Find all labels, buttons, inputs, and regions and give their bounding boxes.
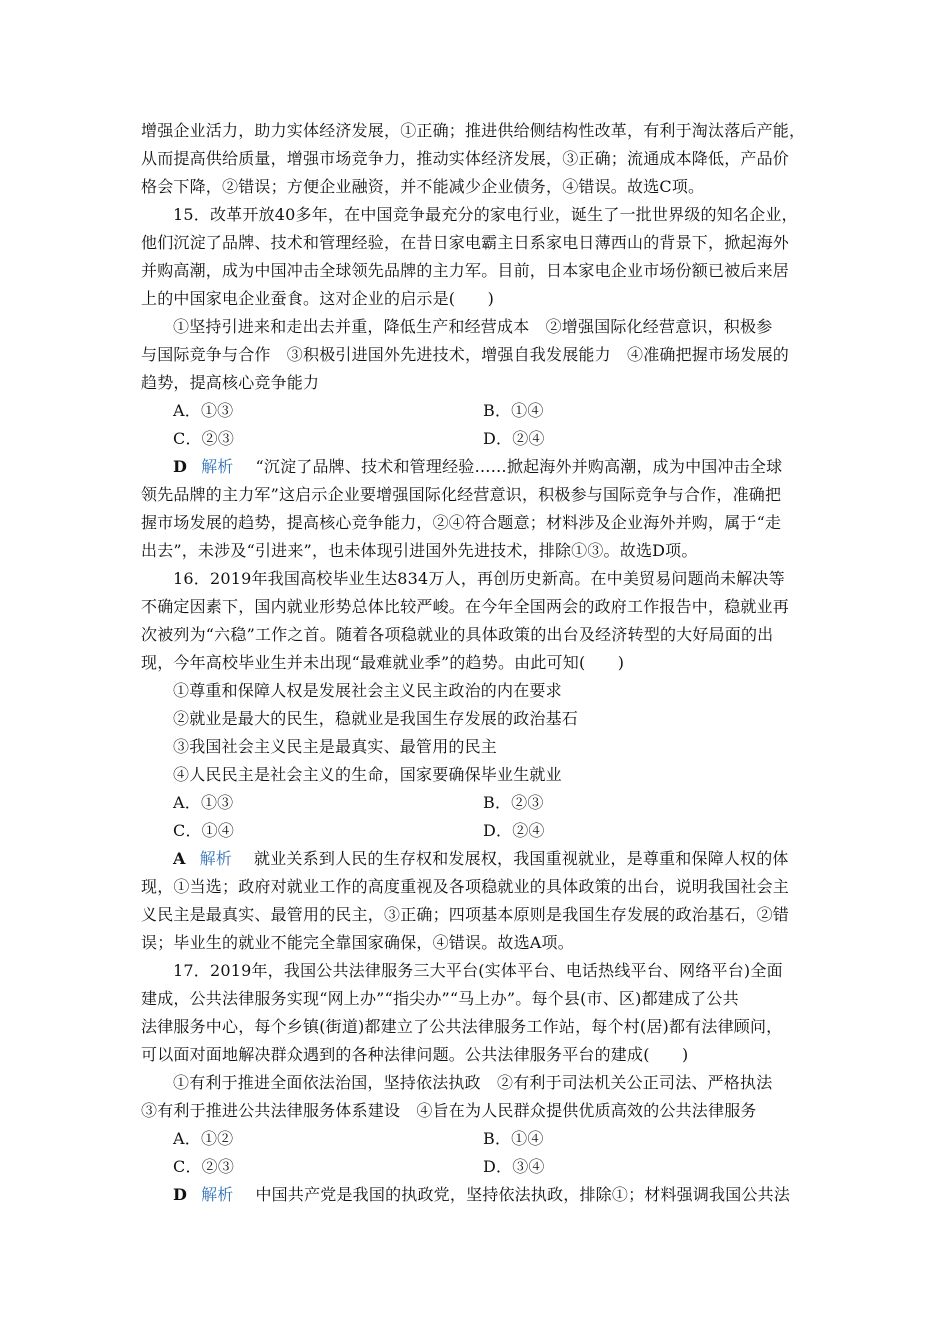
option-b: B．①④ [483, 1129, 544, 1148]
option-row [141, 1125, 813, 1153]
analysis-label: 解析 [201, 1185, 234, 1204]
statement-line: ②就业是最大的民生，稳就业是我国生存发展的政治基石 [173, 709, 579, 728]
analysis-line: 现，①当选；政府对就业工作的高度重视及各项稳就业的具体政策的出台，说明我国社会主 [141, 877, 790, 896]
intro-line: 从而提高供给质量，增强市场竞争力，推动实体经济发展，③正确；流通成本降低，产品价 [141, 149, 790, 168]
option-d: D．②④ [483, 821, 545, 840]
question-stem: 次被列为“六稳”工作之首。随着各项稳就业的具体政策的出台及经济转型的大好局面的出 [141, 625, 774, 644]
statement-line: ①有利于推进全面依法治国，坚持依法执政 ②有利于司法机关公正司法、严格执法 [173, 1073, 773, 1092]
option-row [141, 817, 813, 845]
analysis-line [141, 845, 813, 873]
question-stem: 17．2019年，我国公共法律服务三大平台(实体平台、电话热线平台、网络平台)全面 [173, 961, 783, 980]
analysis-text: “沉淀了品牌、技术和管理经验……掀起海外并购高潮，成为中国冲击全球 [255, 457, 783, 476]
answer-letter: D [173, 457, 188, 476]
question-stem: 建成，公共法律服务实现“网上办”“指尖办”“马上办”。每个县(市、区)都建成了公共 [141, 989, 739, 1008]
analysis-text: 就业关系到人民的生存权和发展权，我国重视就业，是尊重和保障人权的体 [254, 849, 789, 868]
option-a: A．①③ [173, 401, 234, 420]
analysis-line: 出去”，未涉及“引进来”，也未体现引进国外先进技术，排除①③。故选D项。 [141, 541, 698, 560]
statement-line: ③我国社会主义民主是最真实、最管用的民主 [173, 737, 498, 756]
option-c: C．①④ [173, 821, 235, 840]
question-stem: 上的中国家电企业蚕食。这对企业的启示是( ) [141, 289, 495, 308]
question-stem: 现，今年高校毕业生并未出现“最难就业季”的趋势。由此可知( ) [141, 653, 625, 672]
analysis-line [141, 453, 813, 481]
option-row [141, 397, 813, 425]
analysis-text: 中国共产党是我国的执政党，坚持依法执政，排除①；材料强调我国公共法 [255, 1185, 791, 1204]
analysis-label: 解析 [201, 457, 234, 476]
answer-letter: D [173, 1185, 188, 1204]
option-c: C．②③ [173, 429, 235, 448]
question-stem: 可以面对面地解决群众遇到的各种法律问题。公共法律服务平台的建成( ) [141, 1045, 689, 1064]
option-c: C．②③ [173, 1157, 235, 1176]
statement-line: ①坚持引进来和走出去并重，降低生产和经营成本 ②增强国际化经营意识，积极参 [173, 317, 773, 336]
analysis-line [141, 1181, 813, 1209]
option-b: B．①④ [483, 401, 544, 420]
statement-line: ③有利于推进公共法律服务体系建设 ④旨在为人民群众提供优质高效的公共法律服务 [141, 1101, 757, 1120]
intro-line: 格会下降，②错误；方便企业融资，并不能减少企业债务，④错误。故选C项。 [141, 177, 705, 196]
option-b: B．②③ [483, 793, 544, 812]
question-stem: 不确定因素下，国内就业形势总体比较严峻。在今年全国两会的政府工作报告中，稳就业再 [141, 597, 790, 616]
answer-letter: A [173, 849, 186, 868]
statement-line: ④人民民主是社会主义的生命，国家要确保毕业生就业 [173, 765, 562, 784]
option-a: A．①③ [173, 793, 234, 812]
question-stem: 并购高潮，成为中国冲击全球领先品牌的主力军。目前，日本家电企业市场份额已被后来居 [141, 261, 790, 280]
question-15 [141, 201, 813, 565]
question-stem: 15．改革开放40多年，在中国竞争最充分的家电行业，诞生了一批世界级的知名企业， [173, 205, 798, 224]
intro-line: 增强企业活力，助力实体经济发展，①正确；推进供给侧结构性改革，有利于淘汰落后产能， [141, 121, 806, 140]
option-row [141, 789, 813, 817]
statement-line: 与国际竞争与合作 ③积极引进国外先进技术，增强自我发展能力 ④准确把握市场发展的 [141, 345, 790, 364]
analysis-label: 解析 [199, 849, 233, 868]
page-content [141, 117, 813, 1209]
analysis-line: 误；毕业生的就业不能完全靠国家确保，④错误。故选A项。 [141, 933, 574, 952]
question-stem: 法律服务中心，每个乡镇(街道)都建立了公共法律服务工作站，每个村(居)都有法律顾问， [141, 1017, 783, 1036]
analysis-line: 领先品牌的主力军”这启示企业要增强国际化经营意识，积极参与国际竞争与合作，准确把 [141, 485, 782, 504]
option-row [141, 425, 813, 453]
option-row [141, 1153, 813, 1181]
statement-line: 趋势，提高核心竞争能力 [141, 373, 320, 392]
statement-line: ①尊重和保障人权是发展社会主义民主政治的内在要求 [173, 681, 562, 700]
option-d: D．②④ [483, 429, 545, 448]
question-17 [141, 957, 813, 1209]
analysis-line: 握市场发展的趋势，提高核心竞争能力，②④符合题意；材料涉及企业海外并购，属于“走 [141, 513, 782, 532]
option-d: D．③④ [483, 1157, 545, 1176]
option-a: A．①② [173, 1129, 234, 1148]
question-stem: 16．2019年我国高校毕业生达834万人，再创历史新高。在中美贸易问题尚未解决等 [173, 569, 785, 588]
analysis-line: 义民主是最真实、最管用的民主，③正确；四项基本原则是我国生存发展的政治基石，②错 [141, 905, 790, 924]
question-16 [141, 565, 813, 957]
question-stem: 他们沉淀了品牌、技术和管理经验，在昔日家电霸主日系家电日薄西山的背景下，掀起海外 [141, 233, 790, 252]
